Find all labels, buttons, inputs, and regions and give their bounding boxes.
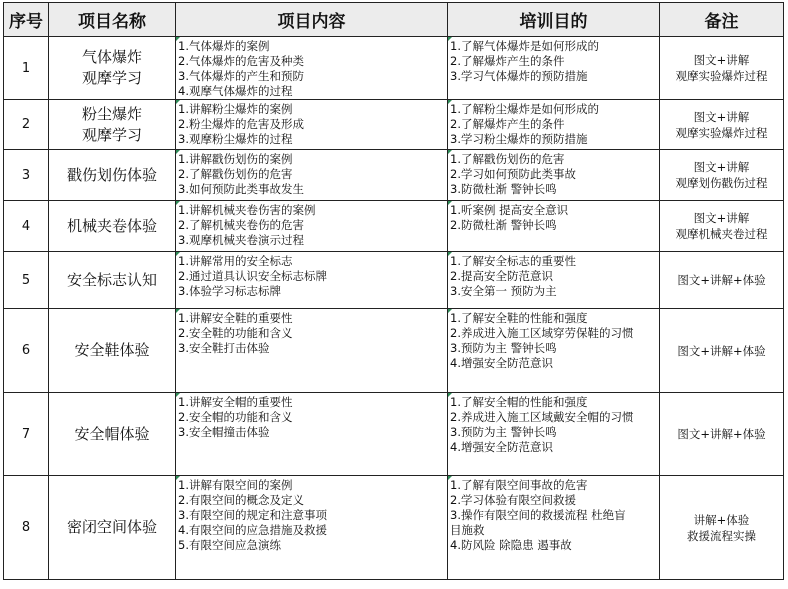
training-purpose <box>448 37 660 100</box>
content-item: 2.了解机械夹卷伤的危害 <box>178 218 304 232</box>
row-number: 6 <box>4 309 49 393</box>
remark-line: 救援流程实操 <box>687 528 756 543</box>
remark-line: 观摩实验爆炸过程 <box>675 125 768 140</box>
training-purpose <box>448 100 660 150</box>
purpose-item: 3.防微杜渐 警钟长鸣 <box>450 182 557 196</box>
content-item: 4.观摩气体爆炸的过程 <box>178 84 293 98</box>
project-name <box>49 393 176 476</box>
remarks <box>660 393 784 476</box>
project-content <box>176 393 448 476</box>
remark-line: 图文+讲解 <box>693 109 750 124</box>
content-item: 3.观摩粉尘爆炸的过程 <box>178 132 293 146</box>
purpose-item: 1.了解粉尘爆炸是如何形成的 <box>450 102 599 116</box>
header-remarks: 备注 <box>660 3 784 37</box>
remark-line: 图文+讲解 <box>693 160 750 174</box>
purpose-item: 1.了解气体爆炸是如何形成的 <box>450 39 599 53</box>
table-row <box>4 37 784 100</box>
remark-line: 观摩划伤戳伤过程 <box>675 176 768 190</box>
header-row <box>4 3 784 37</box>
row-number: 1 <box>4 37 49 100</box>
remark-line: 图文+讲解+体验 <box>677 427 766 441</box>
remarks <box>660 37 784 100</box>
remarks <box>660 100 784 150</box>
project-name-line: 观摩学习 <box>81 69 142 87</box>
content-item: 3.观摩机械夹卷演示过程 <box>178 233 304 247</box>
remark-line: 图文+讲解+体验 <box>677 273 766 287</box>
content-item: 1.气体爆炸的案例 <box>178 39 270 53</box>
purpose-item: 3.预防为主 警钟长鸣 <box>450 425 557 439</box>
purpose-item: 2.了解爆炸产生的条件 <box>450 54 565 68</box>
content-item: 1.讲解有限空间的案例 <box>178 478 293 492</box>
header-number: 序号 <box>4 3 49 37</box>
project-name-line: 机械夹卷体验 <box>66 216 157 235</box>
row-number: 2 <box>4 100 49 150</box>
content-item: 3.安全帽撞击体验 <box>178 425 270 439</box>
table-row <box>4 393 784 476</box>
content-item: 1.讲解安全鞋的重要性 <box>178 311 293 325</box>
purpose-item: 1.听案例 提高安全意识 <box>450 203 569 217</box>
purpose-item: 2.养成进入施工区域戴安全帽的习惯 <box>450 410 634 424</box>
remark-line: 图文+讲解 <box>693 211 750 225</box>
content-item: 2.粉尘爆炸的危害及形成 <box>178 117 304 131</box>
purpose-item: 2.养成进入施工区域穿劳保鞋的习惯 <box>450 326 634 340</box>
content-item: 1.讲解常用的安全标志 <box>178 254 293 268</box>
project-name-line: 安全鞋体验 <box>74 341 150 359</box>
purpose-item: 1.了解安全帽的性能和强度 <box>450 395 588 409</box>
training-table <box>3 2 784 580</box>
purpose-item: 4.增强安全防范意识 <box>450 356 553 370</box>
table-row <box>4 150 784 201</box>
purpose-item: 1.了解安全标志的重要性 <box>450 254 576 268</box>
project-name-line: 密闭空间体验 <box>66 518 157 536</box>
purpose-item: 2.防微杜渐 警钟长鸣 <box>450 218 557 232</box>
remark-line: 图文+讲解 <box>693 53 750 67</box>
project-content <box>176 150 448 201</box>
table-row <box>4 252 784 309</box>
row-number: 7 <box>4 393 49 476</box>
content-item: 1.讲解戳伤划伤的案例 <box>178 152 293 166</box>
training-purpose <box>448 252 660 309</box>
project-name-line: 观摩学习 <box>81 125 142 144</box>
purpose-item: 2.学习如何预防此类事故 <box>450 167 576 181</box>
project-name-line: 戳伤划伤体验 <box>66 165 157 184</box>
remark-line: 观摩机械夹卷过程 <box>675 227 768 241</box>
row-number: 4 <box>4 201 49 252</box>
purpose-item: 3.安全第一 预防为主 <box>450 284 557 298</box>
table-row <box>4 309 784 393</box>
content-item: 3.气体爆炸的产生和预防 <box>178 69 304 83</box>
purpose-item: 目施救 <box>450 523 485 537</box>
content-item: 1.讲解机械夹卷伤害的案例 <box>178 203 316 217</box>
remarks <box>660 476 784 580</box>
content-item: 3.安全鞋打击体验 <box>178 341 270 355</box>
project-content <box>176 252 448 309</box>
training-purpose <box>448 309 660 393</box>
project-name-line: 安全帽体验 <box>74 424 150 443</box>
project-name-line: 粉尘爆炸 <box>81 104 142 123</box>
remarks <box>660 150 784 201</box>
purpose-item: 3.学习气体爆炸的预防措施 <box>450 69 588 83</box>
project-name <box>49 252 176 309</box>
purpose-item: 2.学习体验有限空间救援 <box>450 493 576 507</box>
content-item: 5.有限空间应急演练 <box>178 538 281 552</box>
purpose-item: 3.预防为主 警钟长鸣 <box>450 341 557 355</box>
content-item: 2.了解戳伤划伤的危害 <box>178 167 293 181</box>
content-item: 1.讲解粉尘爆炸的案例 <box>178 102 293 116</box>
remarks <box>660 201 784 252</box>
project-name-line: 安全标志认知 <box>66 270 157 289</box>
remarks <box>660 309 784 393</box>
row-number: 5 <box>4 252 49 309</box>
remark-line: 观摩实验爆炸过程 <box>675 69 768 83</box>
content-item: 2.有限空间的概念及定义 <box>178 493 304 507</box>
remarks <box>660 252 784 309</box>
purpose-item: 3.操作有限空间的救援流程 杜绝盲 <box>450 508 626 522</box>
training-purpose <box>448 393 660 476</box>
training-purpose <box>448 476 660 580</box>
project-content <box>176 201 448 252</box>
content-item: 4.有限空间的应急措施及救援 <box>178 523 327 537</box>
table-row <box>4 100 784 150</box>
project-content <box>176 476 448 580</box>
table-row <box>4 201 784 252</box>
header-project-name: 项目名称 <box>49 3 176 37</box>
training-purpose <box>448 201 660 252</box>
row-number: 8 <box>4 476 49 580</box>
purpose-item: 4.防风险 除隐患 遏事故 <box>450 538 572 552</box>
purpose-item: 4.增强安全防范意识 <box>450 440 553 454</box>
content-item: 2.气体爆炸的危害及种类 <box>178 54 304 68</box>
content-item: 3.体验学习标志标牌 <box>178 284 281 298</box>
table-body <box>4 37 784 580</box>
remark-line: 图文+讲解+体验 <box>677 343 766 358</box>
project-content <box>176 309 448 393</box>
project-content <box>176 37 448 100</box>
purpose-item: 1.了解有限空间事故的危害 <box>450 478 588 492</box>
content-item: 2.通过道具认识安全标志标牌 <box>178 269 327 283</box>
header-training-purpose: 培训目的 <box>448 3 660 37</box>
project-name <box>49 309 176 393</box>
content-item: 2.安全帽的功能和含义 <box>178 410 293 424</box>
content-item: 3.如何预防此类事故发生 <box>178 182 304 196</box>
project-content <box>176 100 448 150</box>
project-name <box>49 100 176 150</box>
project-name-line: 气体爆炸 <box>81 48 142 66</box>
content-item: 3.有限空间的规定和注意事项 <box>178 508 327 522</box>
purpose-item: 1.了解安全鞋的性能和强度 <box>450 311 588 325</box>
project-name <box>49 476 176 580</box>
training-purpose <box>448 150 660 201</box>
header-project-content: 项目内容 <box>176 3 448 37</box>
project-name <box>49 150 176 201</box>
table-row <box>4 476 784 580</box>
purpose-item: 1.了解戳伤划伤的危害 <box>450 152 565 166</box>
row-number: 3 <box>4 150 49 201</box>
purpose-item: 2.提高安全防范意识 <box>450 269 553 283</box>
purpose-item: 3.学习粉尘爆炸的预防措施 <box>450 132 588 146</box>
project-name <box>49 201 176 252</box>
content-item: 1.讲解安全帽的重要性 <box>178 395 293 409</box>
remark-line: 讲解+体验 <box>693 512 750 527</box>
content-item: 2.安全鞋的功能和含义 <box>178 326 293 340</box>
project-name <box>49 37 176 100</box>
purpose-item: 2.了解爆炸产生的条件 <box>450 117 565 131</box>
